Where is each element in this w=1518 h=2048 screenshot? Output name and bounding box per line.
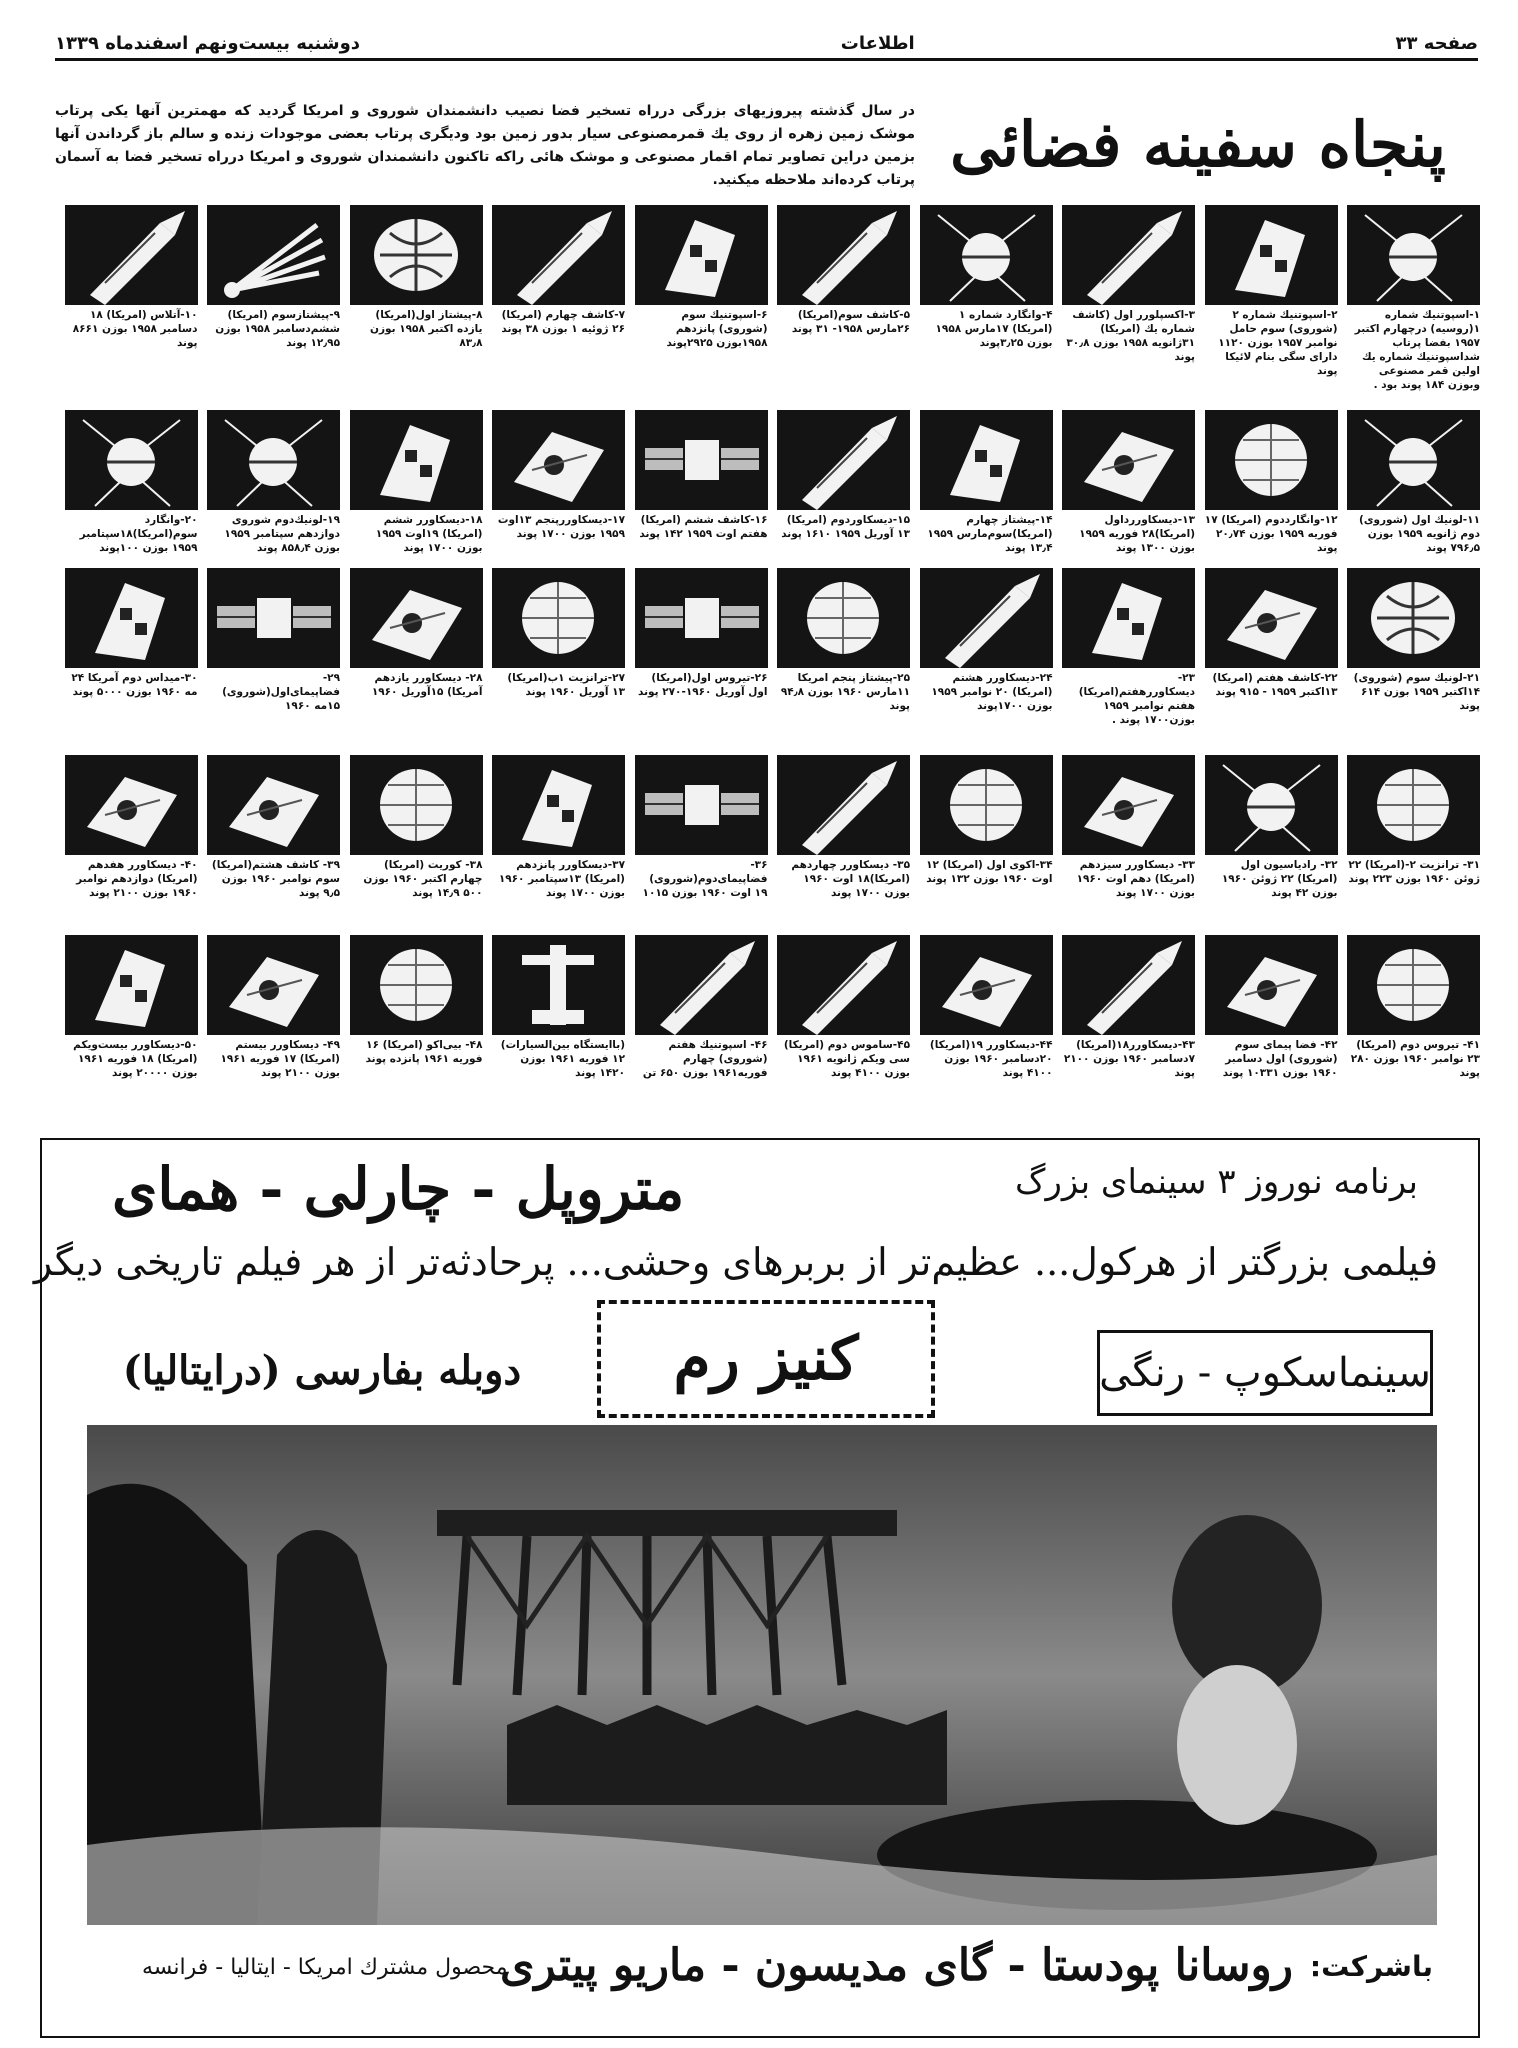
satellite-item: [207, 568, 340, 768]
cone-capsule-icon: [350, 410, 483, 510]
page-number: صفحه ۳۳: [1395, 32, 1478, 54]
satellite-item: [65, 755, 198, 955]
ad-production: محصول مشترك امریکا - ایتالیا - فرانسه: [142, 1955, 508, 1980]
sphere-icon: [920, 755, 1053, 855]
satellite-caption: ۲۰-وانگارد سوم(امریکا)۱۸سپتامبر ۱۹۵۹ بوزن ۱۰۰پوند: [79, 514, 198, 554]
rocket-icon: [777, 755, 910, 855]
satellite-caption: ۱۶-کاشف ششم (امریکا) هفتم اوت ۱۹۵۹ ۱۴۲ پوند: [639, 514, 768, 540]
solar-panel-icon: [635, 568, 768, 668]
cone-capsule-icon: [1062, 568, 1195, 668]
satellite-caption: ۴۳-دیسکاورر۱۸(امریکا) ۷دسامبر ۱۹۶۰ بوزن ۲۱۰۰ پوند: [1063, 1039, 1195, 1079]
satellite-item: [1062, 205, 1195, 405]
satellite-caption: ۱-اسپوتنیك شماره ۱(روسیه) درچهارم اکتبر ۱۹۵۷ بفضا پرتاب شداسپوتنیك شماره یك اولین قمر مصنوعی وبوزن ۱۸۴ پوند بود .: [1354, 309, 1480, 391]
satellite-caption: ۳۱- ترانزیت ۲-(امریکا) ۲۲ ژوئن ۱۹۶۰ بوزن ۲۲۳ پوند: [1348, 859, 1480, 885]
satellite-caption: ۴۶- اسپوتنیك هفتم (شوروی) چهارم فوریه۱۹۶۱ بوزن ۶۵۰ تن: [642, 1039, 768, 1079]
article-intro: در سال گذشته پیروزیهای بزرگی درراه تسخیر فضا نصیب دانشمندان شوروی و امریکا گردید که مهمترین آنها یکی پرتاب موشک زمین زهره از روی یك قمرمصنوعی سیار بدور زمین بود وديگری پرتاب بعضی موجودات زنده و سالم باز گرداندن آنها بزمین دراین تصاویر تمام اقمار مصنوعی و موشک هائی راکه تاکنون دانشمندان شوروی و امریکا درراه تسخیر فضا به آسمان پرتاب کرده‌اند ملاحظه میکنید.: [55, 103, 915, 188]
cone-capsule-icon: [920, 410, 1053, 510]
cone-capsule-icon: [65, 935, 198, 1035]
satellite-item: [920, 568, 1053, 768]
satellite-caption: ۴۹- دیسکاورر بیستم (امریکا) ۱۷ فوریه ۱۹۶۱ بوزن ۲۱۰۰ پوند: [220, 1039, 340, 1079]
satellite-item: [350, 205, 483, 405]
cage-icon: [350, 205, 483, 305]
satellite-caption: ۴۸- بیی‌اکو (امریکا) ۱۶ فوریه ۱۹۶۱ پانزده پوند: [365, 1039, 483, 1065]
sphere-antenna-icon: [207, 410, 340, 510]
satellite-item: [65, 205, 198, 405]
rocket-icon: [1062, 935, 1195, 1035]
satellite-caption: ۴۲- فضا پیمای سوم (شوروی) اول دسامبر ۱۹۶۰ بوزن ۱۰۳۳۱ پوند: [1222, 1039, 1338, 1079]
rocket-icon: [492, 205, 625, 305]
satellite-caption: ۶-اسپوتنیك سوم (شوروی) پانزدهم ۱۹۵۸بوزن ۲۹۲۵پوند: [666, 309, 768, 349]
satellite-item: [1347, 935, 1480, 1135]
satellite-caption: ۱۷-دیسکاوررپنجم ۱۳اوت ۱۹۵۹ بوزن ۱۷۰۰ پوند: [497, 514, 625, 540]
capsule-icon: [492, 410, 625, 510]
satellite-item: [920, 205, 1053, 405]
satellite-caption: ۱۸-دیسکاورر ششم (امریکا) ۱۹اوت ۱۹۵۹ بوزن ۱۷۰۰ پوند: [375, 514, 483, 554]
satellite-caption: ۵-کاشف سوم(امریکا) ۲۶مارس ۱۹۵۸- ۳۱ پوند: [791, 309, 910, 335]
satellite-item: [350, 755, 483, 955]
sphere-icon: [777, 568, 910, 668]
satellite-item: [65, 935, 198, 1135]
satellite-item: [777, 935, 910, 1135]
satellite-item: [1205, 755, 1338, 955]
satellite-caption: ۳۷-دیسکاورر پانزدهم (امریکا) ۱۳سپتامبر ۱۹۶۰ بوزن ۱۷۰۰ پوند: [498, 859, 625, 899]
satellite-item: [1347, 568, 1480, 768]
satellite-caption: ۲۵-پیشتاز پنجم امریکا ۱۱مارس ۱۹۶۰ بوزن ۹۴٫۸ پوند: [780, 672, 910, 712]
satellite-item: [207, 935, 340, 1135]
rocket-icon: [65, 205, 198, 305]
satellite-caption: ۱۴-پیشتاز چهارم (امریکا)سوم‌مارس ۱۹۵۹ ۱۳٫۴ پوند: [927, 514, 1053, 554]
solar-panel-icon: [635, 755, 768, 855]
ad-program-heading: برنامه نوروز ۳ سینمای بزرگ: [1015, 1162, 1418, 1202]
capsule-icon: [920, 935, 1053, 1035]
cone-capsule-icon: [1205, 205, 1338, 305]
satellite-item: [350, 935, 483, 1135]
satellite-row: [55, 205, 1480, 415]
satellite-caption: ۱۳-دیسکاوررداول (امریکا)۲۸ فوریه ۱۹۵۹ بوزن ۱۳۰۰ پوند: [1079, 514, 1195, 554]
ad-illustration: [87, 1425, 1437, 1925]
capsule-icon: [207, 935, 340, 1035]
satellite-item: [65, 568, 198, 768]
cone-capsule-icon: [492, 755, 625, 855]
satellite-caption: (باایستگاه بین‌السیارات) ۱۲ فوریه ۱۹۶۱ بوزن ۱۴۲۰ پوند: [500, 1039, 625, 1079]
satellite-caption: ۸-پیشتاز اول(امریکا) یازده اکتبر ۱۹۵۸ بوزن ۸۳٫۸: [370, 309, 483, 349]
satellite-caption: ۲۸- دیسکاورر یازدهم آمریکا) ۱۵آوریل ۱۹۶۰: [371, 672, 483, 698]
newspaper-name: اطلاعات: [840, 32, 915, 54]
satellite-caption: ۳-اکسپلورر اول (کاشف شماره یك (امریکا) ۳۱ژانویه ۱۹۵۸ بوزن ۳۰٫۸ پوند: [1066, 309, 1195, 363]
sphere-icon: [1205, 410, 1338, 510]
satellite-item: [1062, 755, 1195, 955]
ad-tagline: فیلمی بزرگتر از هرکول... عظیم‌تر از بربرهای وحشی... پرحادثه‌تر از هر فیلم تاریخی دیگر: [33, 1240, 1438, 1284]
satellite-item: [920, 935, 1053, 1135]
capsule-icon: [207, 755, 340, 855]
satellite-item: [1062, 568, 1195, 768]
fan-icon: [207, 205, 340, 305]
satellite-item: [1205, 935, 1338, 1135]
cinema-advertisement: [33, 1138, 1480, 2038]
satellite-item: [350, 568, 483, 768]
sphere-antenna-icon: [1347, 410, 1480, 510]
satellite-caption: ۳۸- کوریت (امریکا) چهارم اکتبر ۱۹۶۰ بوزن ۵۰۰ ۱۴٫۹ پوند: [363, 859, 483, 899]
solar-panel-icon: [635, 410, 768, 510]
satellite-caption: ۳۰-میداس دوم آمریکا ۲۴ مه ۱۹۶۰ بوزن ۵۰۰۰ پوند: [71, 672, 198, 698]
article-title: پنجاه سفینه فضائی: [950, 108, 1446, 181]
ad-film-title: کنیز رم: [597, 1300, 935, 1418]
sphere-antenna-icon: [65, 410, 198, 510]
rocket-icon: [635, 935, 768, 1035]
satellite-caption: ۹-پیشتازسوم (امریکا) ششم‌دسامبر ۱۹۵۸ بوزن ۱۲٫۹۵ پوند: [215, 309, 340, 349]
satellite-caption: ۴۴-دیسکاورر ۱۹(امریکا) ۲۰دسامبر ۱۹۶۰ بوزن ۴۱۰۰ پوند: [929, 1039, 1053, 1079]
battle-illustration: [87, 1425, 1437, 1925]
masthead: [55, 28, 1478, 61]
satellite-item: [1205, 568, 1338, 768]
satellite-item: [207, 755, 340, 955]
capsule-icon: [65, 755, 198, 855]
sphere-antenna-icon: [1347, 205, 1480, 305]
sphere-icon: [492, 568, 625, 668]
satellite-caption: ۵۰-دیسکاورر بیست‌ویکم (امریکا) ۱۸ فوریه ۱۹۶۱ بوزن ۲۰۰۰۰ پوند: [73, 1039, 198, 1079]
satellite-row: [55, 935, 1480, 1145]
satellite-item: [492, 568, 625, 768]
satellite-caption: ۲۶-تیروس اول(امریکا) اول آوریل ۱۹۶۰-۲۷۰ پوند: [638, 672, 768, 698]
satellite-item: [1347, 205, 1480, 405]
satellite-caption: ۳۲- رادیاسیون اول (امریکا) ۲۲ ژوئن ۱۹۶۰ بوزن ۴۲ پوند: [1221, 859, 1338, 899]
satellite-caption: ۴۵-ساموس دوم (امریکا) سی ویکم ژانویه ۱۹۶۱ بوزن ۴۱۰۰ پوند: [783, 1039, 910, 1079]
satellite-item: [207, 205, 340, 405]
sphere-antenna-icon: [1205, 755, 1338, 855]
satellite-item: [1062, 935, 1195, 1135]
capsule-icon: [350, 568, 483, 668]
tower-icon: [492, 935, 625, 1035]
satellite-caption: ۱۰-آتلاس (امریکا) ۱۸ دسامبر ۱۹۵۸ بوزن ۸۶۶۱ پوند: [72, 309, 198, 349]
satellite-caption: ۳۶-فضاپیمای‌دوم(شوروی) ۱۹ اوت ۱۹۶۰ بوزن ۱۰۱۵: [642, 859, 768, 899]
satellite-caption: ۴۱- تیروس دوم (امریکا) ۲۳ نوامبر ۱۹۶۰ بوزن ۲۸۰ پوند: [1350, 1039, 1480, 1079]
sphere-icon: [350, 755, 483, 855]
satellite-caption: ۴۰- دیسکاورر هفدهم (امریکا) دوازدهم نوامبر ۱۹۶۰ بوزن ۲۱۰۰ پوند: [76, 859, 198, 899]
ad-dubbed-note: دوبله بفارسی (درایتالیا): [122, 1346, 522, 1394]
satellite-caption: ۱۹-لونیك‌دوم شوروی دوازدهم سپتامبر ۱۹۵۹ بوزن ۸۵۸٫۴ پوند: [224, 514, 340, 554]
solar-panel-icon: [207, 568, 340, 668]
satellite-caption: ۱۲-وانگارددوم (امریکا) ۱۷ فوریه ۱۹۵۹ بوزن ۲۰٫۷۴ پوند: [1204, 514, 1338, 554]
ad-cinemas: متروپل - چارلی - همای: [112, 1155, 685, 1223]
sphere-icon: [350, 935, 483, 1035]
rocket-icon: [1062, 205, 1195, 305]
satellite-caption: ۳۴-اکوی اول (امریکا) ۱۲ اوت ۱۹۶۰ بوزن ۱۳۲ پوند: [926, 859, 1053, 885]
satellite-item: [492, 755, 625, 955]
rocket-icon: [777, 935, 910, 1035]
sphere-antenna-icon: [920, 205, 1053, 305]
satellite-caption: ۱۱-لونیك اول (شوروی) دوم ژانویه ۱۹۵۹ بوزن ۷۹۶٫۵ پوند: [1359, 514, 1480, 554]
satellite-caption: ۲۱-لونیك سوم (شوروی) ۱۴اکتبر ۱۹۵۹ بوزن ۶۱۴ پوند: [1353, 672, 1480, 712]
capsule-icon: [1205, 935, 1338, 1035]
ad-cast: روسانا پودستا - گای مدیسون - ماریو پیتری: [499, 1940, 1293, 1991]
satellite-item: [492, 205, 625, 405]
cage-icon: [1347, 568, 1480, 668]
satellite-caption: ۲۹-فضاپیمای‌اول(شوروی) ۱۵مه ۱۹۶۰: [222, 672, 340, 712]
ad-format-box: سینماسکوپ - رنگی: [1097, 1330, 1433, 1416]
rocket-icon: [777, 205, 910, 305]
rocket-icon: [920, 568, 1053, 668]
cone-capsule-icon: [635, 205, 768, 305]
satellite-item: [1347, 755, 1480, 955]
ad-cast-label: باشرکت:: [1309, 1950, 1433, 1983]
capsule-icon: [1062, 410, 1195, 510]
satellite-caption: ۱۵-دیسکاوردوم (امریکا) ۱۳ آوریل ۱۹۵۹ ۱۶۱۰ پوند: [781, 514, 910, 540]
rocket-icon: [777, 410, 910, 510]
satellite-caption: ۲-اسپوتنیك شماره ۲ (شوروی) سوم حامل نوامبر ۱۹۵۷ بوزن ۱۱۲۰ دارای سگی بنام لائیکا پوند: [1218, 309, 1338, 377]
cone-capsule-icon: [65, 568, 198, 668]
sphere-icon: [1347, 935, 1480, 1035]
satellite-caption: ۲۳-دیسکاوررهفتم(امریکا) هفتم نوامبر ۱۹۵۹ بوزن۱۷۰۰ پوند .: [1078, 672, 1195, 726]
satellite-item: [635, 755, 768, 955]
capsule-icon: [1205, 568, 1338, 668]
satellite-item: [635, 568, 768, 768]
satellite-caption: ۳۵- دیسکاورر چهاردهم (امریکا)۱۸ اوت ۱۹۶۰ بوزن ۱۷۰۰ پوند: [791, 859, 910, 899]
satellite-item: [920, 755, 1053, 955]
satellite-item: [1205, 205, 1338, 405]
satellite-row: [55, 568, 1480, 778]
satellite-caption: ۲۷-ترانزیت ۱ب(امریکا) ۱۳ آوریل ۱۹۶۰ پوند: [507, 672, 625, 698]
satellite-item: [777, 205, 910, 405]
satellite-caption: ۳۳- دیسکاورر سیزدهم (امریکا) دهم اوت ۱۹۶۰ بوزن ۱۷۰۰ پوند: [1076, 859, 1195, 899]
satellite-row: [55, 755, 1480, 965]
satellite-caption: ۴-وانگارد شماره ۱ (امریکا) ۱۷مارس ۱۹۵۸ بوزن ۳٫۲۵پوند: [935, 309, 1053, 349]
satellite-caption: ۲۴-دیسکاورر هشتم (امریکا) ۲۰ نوامبر ۱۹۵۹ بوزن ۱۷۰۰پوند: [931, 672, 1053, 712]
sphere-icon: [1347, 755, 1480, 855]
capsule-icon: [1062, 755, 1195, 855]
satellite-caption: ۲۲-کاشف هفتم (امریکا) ۱۳اکتبر ۱۹۵۹ - ۹۱۵ پوند: [1212, 672, 1338, 698]
satellite-caption: ۳۹- کاشف هشتم(امریکا) سوم نوامبر ۱۹۶۰ بوزن ۹٫۵ پوند: [211, 859, 340, 899]
issue-date: دوشنبه بیست‌ونهم اسفندماه ۱۳۳۹: [55, 32, 361, 54]
satellite-item: [777, 755, 910, 955]
satellite-item: [635, 205, 768, 405]
satellite-item: [635, 935, 768, 1135]
satellite-caption: ۷-کاشف چهارم (امریکا) ۲۶ ژوئیه ۱ بوزن ۳۸ پوند: [501, 309, 625, 335]
satellite-item: [777, 568, 910, 768]
satellite-item: [492, 935, 625, 1135]
